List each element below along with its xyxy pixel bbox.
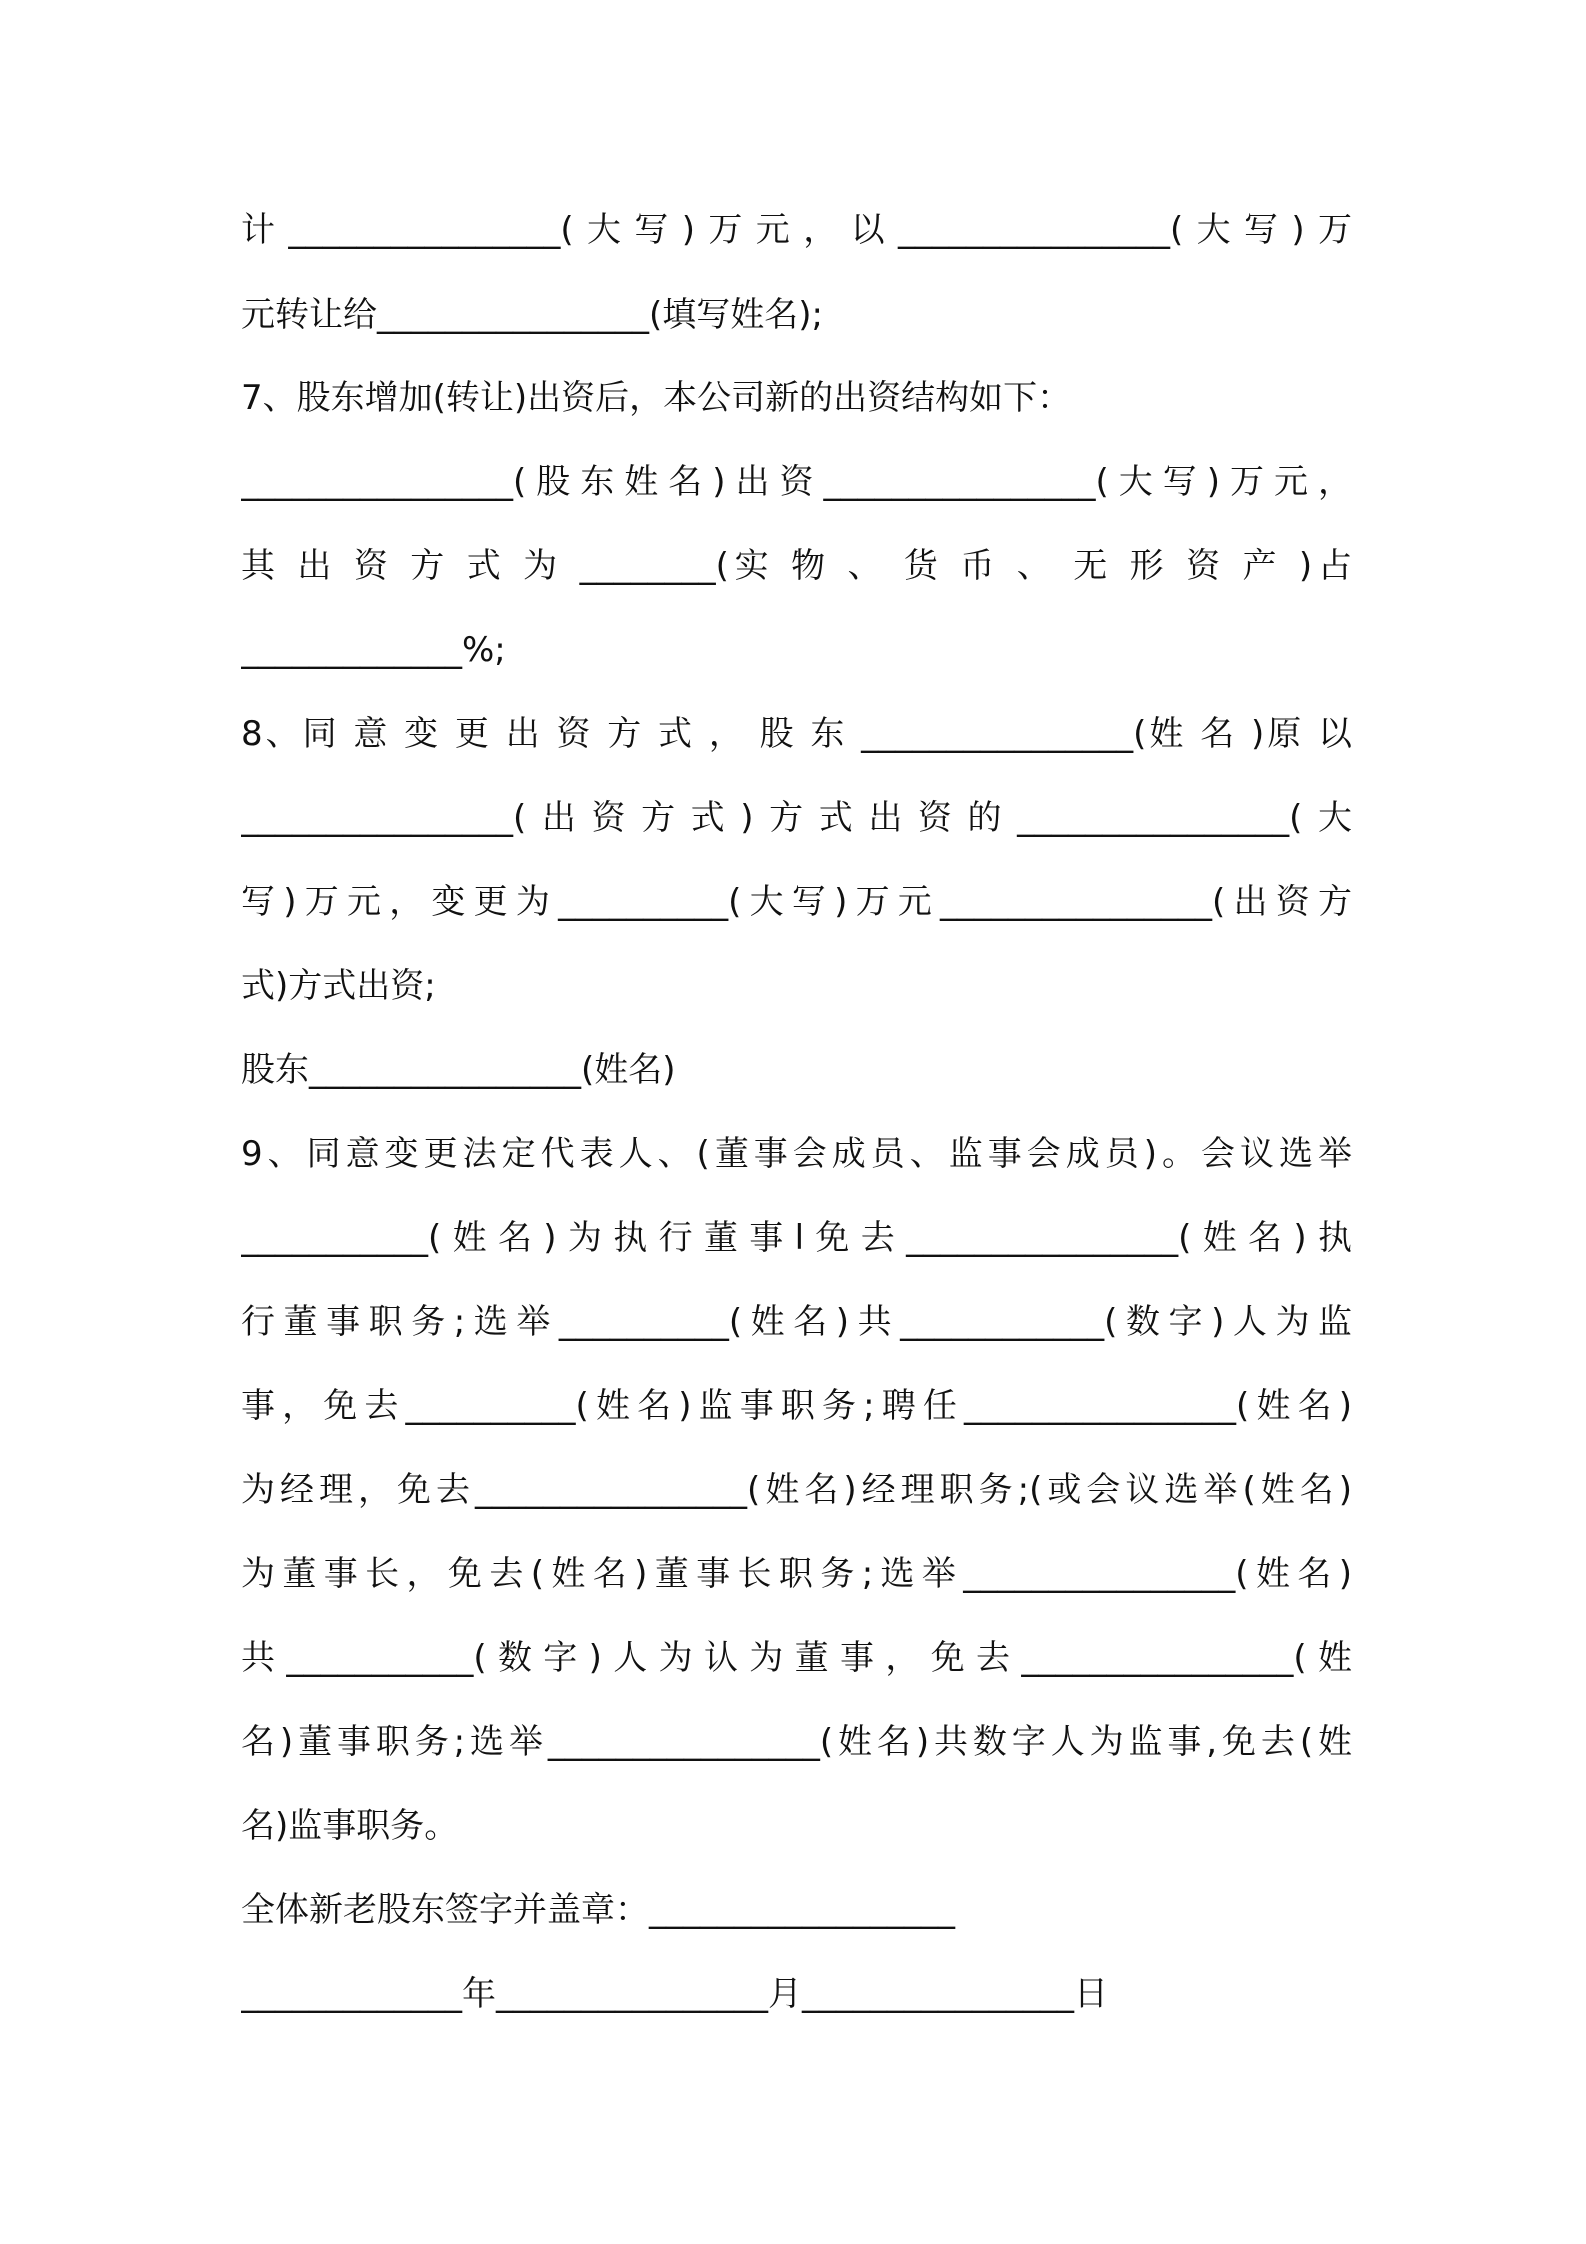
text-line-13: ___________(姓名)为执行董事l免去________________(姓名)执 bbox=[241, 1218, 1352, 1258]
text-line-15: 事，免去__________(姓名)监事职务;聘任________________(姓名) bbox=[241, 1386, 1352, 1426]
text-line-17: 为董事长，免去(姓名)董事长职务;选举________________(姓名) bbox=[241, 1554, 1352, 1594]
text-line-12: 9、同意变更法定代表人、(董事会成员、监事会成员)。会议选举 bbox=[241, 1134, 1352, 1174]
text-line-2: 元转让给________________(填写姓名); bbox=[241, 295, 823, 335]
text-line-7: 8、同 意 变 更 出 资 方 式 ， 股 东 ________________(姓 名 )原 以 bbox=[241, 714, 1352, 754]
text-line-16: 为经理，免去________________(姓名)经理职务;(或会议选举(姓名) bbox=[241, 1470, 1352, 1510]
text-line-9: 写)万元，变更为__________(大写)万元________________(出资方 bbox=[241, 882, 1352, 922]
text-line-4: ________________(股东姓名)出资________________(大写)万元， bbox=[241, 462, 1352, 502]
text-line-5: 其 出 资 方 式 为 ________(实 物 、 货 币 、 无 形 资 产 )占 bbox=[241, 546, 1352, 586]
text-line-1: 计________________(大写)万元，以________________(大写)万 bbox=[241, 210, 1352, 250]
text-line-3: 7、股东增加(转让)出资后，本公司新的出资结构如下： bbox=[241, 378, 1072, 418]
text-line-19: 名)董事职务;选举________________(姓名)共数字人为监事,免去(姓 bbox=[241, 1722, 1352, 1762]
text-line-10: 式)方式出资; bbox=[241, 966, 436, 1006]
text-line-20: 名)监事职务。 bbox=[241, 1806, 459, 1846]
date-line: _____________年________________月________________日 bbox=[241, 1974, 1108, 2014]
text-line-14: 行董事职务;选举__________(姓名)共____________(数字)人为监 bbox=[241, 1302, 1352, 1342]
text-line-6: _____________%; bbox=[241, 630, 506, 670]
text-line-18: 共___________(数字)人为认为董事，免去________________(姓 bbox=[241, 1638, 1352, 1678]
text-line-11: 股东________________(姓名) bbox=[241, 1050, 676, 1090]
signature-line: 全体新老股东签字并盖章：__________________ bbox=[241, 1890, 955, 1930]
text-line-8: ________________(出资方式)方式出资的________________(大 bbox=[241, 798, 1352, 838]
